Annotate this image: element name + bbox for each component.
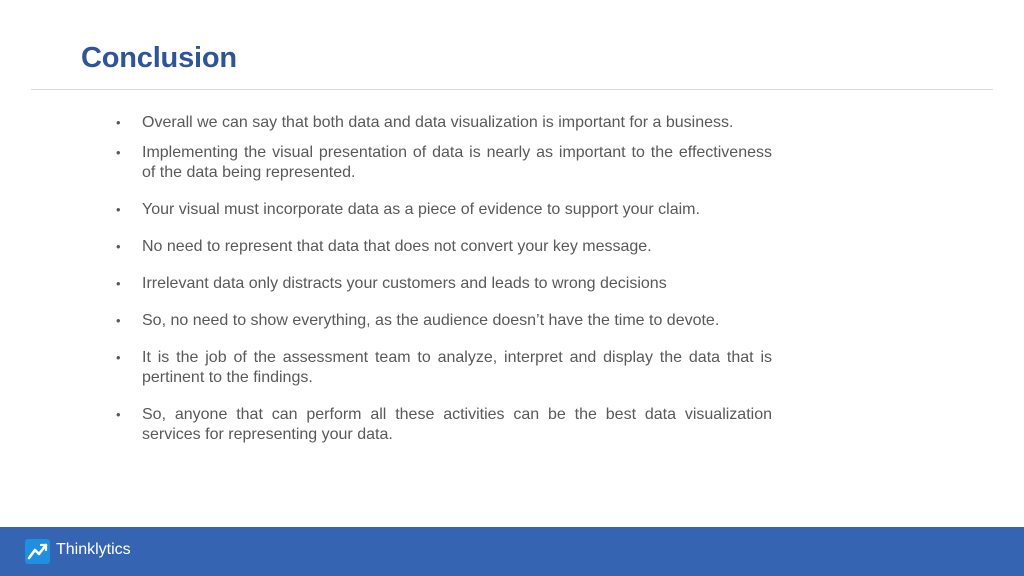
bullet-item: • So, anyone that can perform all these activities can be the best data visualization services for representing your data.	[114, 405, 772, 445]
slide-title: Conclusion	[81, 42, 237, 74]
bullet-item: • Your visual must incorporate data as a piece of evidence to support your claim.	[114, 200, 772, 220]
bullet-item: • It is the job of the assessment team to analyze, interpret and display the data that is pertinent to the findings.	[114, 348, 772, 388]
bullet-item: • Implementing the visual presentation of data is nearly as important to the effectiveness of the data being represented.	[114, 143, 772, 183]
trend-line-icon	[25, 539, 50, 564]
bullet-item: • Overall we can say that both data and data visualization is important for a business.	[114, 113, 772, 133]
bullet-list	[114, 113, 772, 445]
title-divider	[31, 89, 993, 90]
footer-bar	[0, 527, 1024, 576]
bullet-item: • Irrelevant data only distracts your customers and leads to wrong decisions	[114, 274, 772, 294]
bullet-item: • No need to represent that data that does not convert your key message.	[114, 237, 772, 257]
brand-name: Thinklytics	[56, 541, 131, 558]
bullet-item: • So, no need to show everything, as the audience doesn’t have the time to devote.	[114, 311, 772, 331]
